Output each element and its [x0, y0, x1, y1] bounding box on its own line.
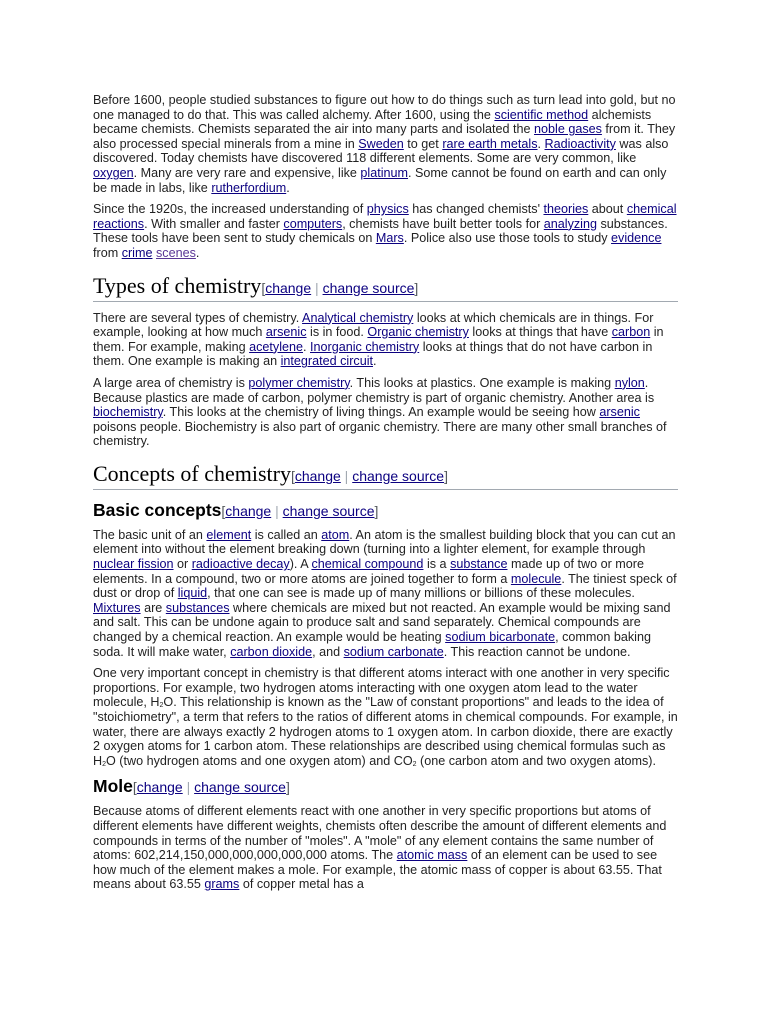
- link-chemical-reactions[interactable]: chemical reactions: [93, 202, 677, 231]
- link-arsenic[interactable]: arsenic: [265, 325, 307, 340]
- link-analytical-chemistry[interactable]: Analytical chemistry: [302, 310, 414, 325]
- bracket: [: [221, 502, 226, 519]
- text: . Police also use those tools to study: [403, 231, 612, 246]
- text: . This looks at the chemistry of living things. An example would be seeing how: [162, 405, 600, 420]
- text: A large area of chemistry is: [93, 375, 249, 390]
- text: Before 1600, people studied substances to figure out how to do things such as turn lead into gold, but no one managed to do that. This was called alchemy. After 1600, using the: [93, 93, 676, 122]
- bracket: ]: [374, 502, 379, 519]
- link-mars[interactable]: Mars: [375, 231, 404, 246]
- intro-paragraph-1: [93, 93, 678, 195]
- text: has changed chemists': [408, 202, 544, 217]
- bracket: ]: [414, 279, 419, 296]
- text: where chemicals are mixed but not reacted. An example would be mixing sand and salt. This can be undone again to produce salt and sand separately. Chemical compounds are changed by a chemical reaction. An example would be heating: [93, 600, 671, 645]
- bracket: [: [290, 467, 295, 484]
- text: poisons people. Biochemistry is also part of organic chemistry. There are many other small branches of chemistry.: [93, 419, 667, 449]
- text: O. This relationship is known as the "Law of constant proportions" and leads to the idea of "stoichiometry", a term that refers to the ratios of different atoms in chemical compounds. For example, in water, there are always exactly 2 hydrogen atoms to 1 oxygen atom. In carbon dioxide, there are exactly 2 oxygen atoms for 1 carbon atom. These relationships are described using chemical formulas such as H: [93, 695, 678, 768]
- separator: |: [311, 279, 323, 296]
- link-acetylene[interactable]: acetylene: [249, 339, 304, 354]
- link-substance[interactable]: substance: [450, 557, 508, 572]
- text: about: [588, 202, 627, 217]
- text: . Many are very rare and expensive, like: [133, 165, 361, 180]
- text: looks at things that have: [468, 325, 612, 340]
- text: . Because plastics are made of carbon, polymer chemistry is part of organic chemistry. Another area is: [93, 375, 655, 405]
- types-paragraph-2: [93, 376, 678, 449]
- text: ). A: [289, 557, 312, 572]
- article-body: [93, 93, 678, 899]
- heading-basic-concepts: [93, 499, 678, 522]
- subscript: 2: [159, 702, 164, 710]
- text: is called an: [251, 527, 322, 542]
- heading-text: Basic concepts: [93, 499, 222, 520]
- link-polymer-chemistry[interactable]: polymer chemistry: [248, 375, 350, 390]
- text: . This looks at plastics. One example is making: [349, 375, 615, 390]
- text: from: [93, 245, 122, 260]
- text: looks at things that do not have carbon in them. One example is making an: [93, 339, 653, 369]
- bracket: ]: [444, 467, 448, 484]
- link-mixtures[interactable]: Mixtures: [93, 600, 141, 615]
- link-noble-gases[interactable]: noble gases: [534, 122, 602, 137]
- heading-text: Concepts of chemistry: [93, 460, 291, 486]
- basic-paragraph-1: [93, 528, 678, 659]
- text: of copper metal has a: [239, 877, 364, 892]
- text: is in food.: [306, 325, 368, 340]
- text: .: [537, 136, 545, 151]
- text: Since the 1920s, the increased understanding of: [93, 202, 367, 217]
- text: The basic unit of an: [93, 527, 207, 542]
- change-link[interactable]: change: [225, 502, 272, 519]
- change-link[interactable]: change: [265, 279, 312, 296]
- link-atom[interactable]: atom: [321, 527, 350, 542]
- text: . This reaction cannot be undone.: [443, 644, 631, 659]
- text: from it. They also processed special minerals from a mine in: [93, 122, 676, 151]
- text: O (two hydrogen atoms and one oxygen atom) and CO: [106, 753, 413, 768]
- link-evidence[interactable]: evidence: [611, 231, 662, 246]
- text: alchemists became chemists. Chemists separated the air into many parts and isolated the: [93, 107, 652, 137]
- text: .: [303, 339, 311, 354]
- text: . The tiniest speck of dust or drop of: [93, 571, 677, 601]
- link-radioactivity[interactable]: Radioactivity: [544, 136, 616, 151]
- text: There are several types of chemistry.: [93, 310, 303, 325]
- link-platinum[interactable]: platinum: [360, 165, 409, 180]
- heading-mole: [93, 775, 678, 798]
- link-physics[interactable]: physics: [366, 202, 409, 217]
- link-liquid[interactable]: liquid: [177, 586, 208, 601]
- text: , chemists have built better tools for: [342, 216, 544, 231]
- link-organic-chemistry[interactable]: Organic chemistry: [367, 325, 469, 340]
- text: , and: [312, 644, 344, 659]
- link-nylon[interactable]: nylon: [614, 375, 645, 390]
- link-arsenic[interactable]: arsenic: [599, 405, 640, 420]
- text: is a: [423, 557, 451, 572]
- link-sweden[interactable]: Sweden: [358, 136, 404, 151]
- link-atomic-mass[interactable]: atomic mass: [396, 848, 468, 863]
- text: , that one can see is made up of many millions or billions of these molecules.: [207, 586, 635, 601]
- link-analyzing[interactable]: analyzing: [543, 216, 597, 231]
- link-molecule[interactable]: molecule: [510, 571, 562, 586]
- edit-section-links: [221, 503, 378, 519]
- edit-section-links: [291, 468, 448, 484]
- text: made up of two or more elements. In a compound, two or more atoms are joined together to form a: [93, 557, 644, 586]
- text: .: [195, 245, 200, 260]
- text: .: [373, 354, 377, 369]
- change-source-link[interactable]: change source: [352, 467, 445, 484]
- change-source-link[interactable]: change source: [282, 502, 375, 519]
- text: .: [286, 180, 290, 195]
- link-sodium-carbonate[interactable]: sodium carbonate: [343, 644, 444, 659]
- types-paragraph-1: [93, 311, 678, 369]
- bracket: [: [261, 279, 266, 296]
- subscript: 2: [102, 760, 107, 768]
- text: to get: [403, 136, 443, 151]
- link-nuclear-fission[interactable]: nuclear fission: [93, 557, 174, 572]
- link-rare-earth-metals[interactable]: rare earth metals: [442, 136, 538, 151]
- change-source-link[interactable]: change source: [322, 279, 415, 296]
- basic-paragraph-2: [93, 666, 678, 768]
- link-inorganic-chemistry[interactable]: Inorganic chemistry: [310, 339, 420, 354]
- heading-concepts-of-chemistry: [93, 461, 678, 490]
- heading-text: Types of chemistry: [93, 272, 262, 298]
- bracket: ]: [285, 779, 290, 796]
- link-radioactive-decay[interactable]: radioactive decay: [191, 557, 290, 572]
- separator: |: [340, 467, 353, 484]
- text: Because atoms of different elements react with one another in very specific proportions but atoms of different elements have different weights, chemists often describe the amount of different elements and compounds in terms of the number of "moles". A "mole" of any element contains the same number of atoms: 602,214,150,000,000,000,000,000 atoms. The: [93, 804, 667, 863]
- text: was also discovered. Today chemists have discovered 118 different elements. Some are very common, like: [93, 136, 669, 166]
- change-link[interactable]: change: [294, 467, 341, 484]
- edit-section-links: [133, 779, 290, 795]
- link-crime[interactable]: crime: [121, 245, 153, 260]
- text: in them. For example, making: [93, 325, 664, 354]
- link-sodium-bicarbonate[interactable]: sodium bicarbonate: [445, 630, 556, 645]
- bracket: [: [132, 779, 137, 796]
- link-substances[interactable]: substances: [165, 600, 230, 615]
- link-scenes[interactable]: scenes: [155, 245, 196, 260]
- edit-section-links: [261, 280, 418, 296]
- intro-paragraph-2: [93, 202, 678, 260]
- text: One very important concept in chemistry is that different atoms interact with one another in very specific proportions. For example, two hydrogen atoms interacting with one oxygen atom lead to the water molecule, H: [93, 666, 670, 710]
- text: (one carbon atom and two oxygen atoms).: [416, 753, 656, 768]
- heading-text: Mole: [93, 776, 133, 797]
- text: . Some cannot be found on earth and can only be made in labs, like: [93, 165, 667, 195]
- text: . With smaller and faster: [144, 216, 284, 231]
- heading-types-of-chemistry: [93, 273, 678, 302]
- link-oxygen[interactable]: oxygen: [93, 165, 134, 180]
- text: , common baking soda. It will make water,: [93, 630, 651, 659]
- text: substances. These tools have been sent to study chemicals on: [93, 216, 668, 246]
- separator: |: [182, 779, 195, 796]
- link-rutherfordium[interactable]: rutherfordium: [211, 180, 287, 195]
- text: looks at which chemicals are in things. For example, looking at how much: [93, 310, 654, 340]
- text: . An atom is the smallest building block that you can cut an element into without the element breaking down (turning into a lighter element, for example through: [93, 527, 676, 557]
- link-biochemistry[interactable]: biochemistry: [93, 405, 163, 420]
- text: or: [173, 557, 192, 572]
- change-source-link[interactable]: change source: [194, 779, 286, 796]
- link-computers[interactable]: computers: [283, 216, 343, 231]
- mole-paragraph-1: [93, 804, 678, 892]
- text: are: [140, 600, 166, 615]
- link-scientific-method[interactable]: scientific method: [494, 107, 589, 122]
- link-theories[interactable]: theories: [543, 202, 589, 217]
- link-element[interactable]: element: [206, 527, 252, 542]
- change-link[interactable]: change: [136, 779, 183, 796]
- link-carbon-dioxide[interactable]: carbon dioxide: [230, 644, 313, 659]
- separator: |: [271, 502, 283, 519]
- text: of an element can be used to see how much of the element makes a mole. For example, the atomic mass of copper is about 63.55. That means about 63.55: [93, 848, 662, 892]
- subscript: 2: [412, 760, 417, 768]
- link-carbon[interactable]: carbon: [611, 325, 651, 340]
- link-chemical-compound[interactable]: chemical compound: [311, 557, 424, 572]
- link-integrated-circuit[interactable]: integrated circuit: [280, 354, 374, 369]
- link-grams[interactable]: grams: [204, 877, 240, 892]
